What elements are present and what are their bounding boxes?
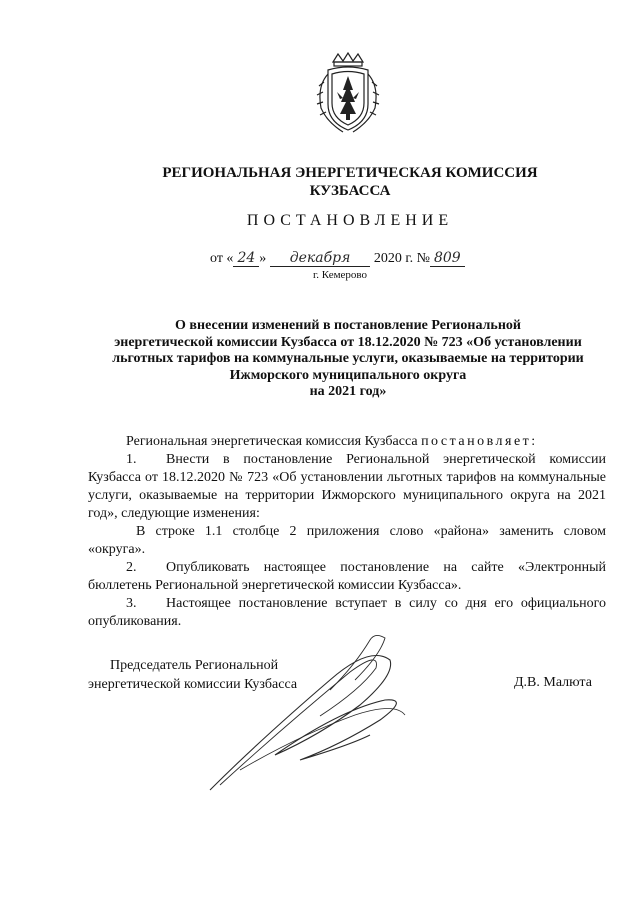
clause-3-text: Настоящее постановление вступает в силу со дня его официального опубликования. — [88, 596, 606, 629]
title-line-2: энергетической комиссии Кузбасса от 18.12.2020 № 723 «Об установлении — [114, 334, 582, 350]
clause-1-text: Внести в постановление Региональной энергетической комиссии Кузбасса от 18.12.2020 № 723 «Об установлении льготных тарифов на коммунальные услуги, оказываемые на территории Ижморского муниципального округа на 2021 год», следующие изменения: — [88, 452, 606, 521]
title-line-5: на 2021 год» — [309, 384, 387, 399]
clause-2-number: 2. — [126, 560, 137, 575]
date-line — [210, 250, 465, 267]
date-day: 24 — [233, 250, 259, 267]
position-line-1: Председатель Региональной — [110, 658, 279, 673]
position-line-2: энергетической комиссии Кузбасса — [88, 677, 298, 692]
clause-3-number: 3. — [126, 596, 137, 611]
authority-line-2: КУЗБАССА — [309, 183, 391, 199]
city: г. Кемерово — [313, 269, 368, 281]
signatory-name: Д.В. Малюта — [514, 675, 592, 690]
issuing-authority — [120, 164, 580, 200]
title-line-1: О внесении изменений в постановление Региональной — [175, 318, 521, 333]
clause-2 — [88, 559, 606, 595]
date-month: декабря — [270, 250, 371, 267]
kuzbass-coat-of-arms-emblem — [313, 52, 383, 136]
date-year: 2020 г. № — [373, 251, 430, 266]
date-prefix: от « — [210, 251, 234, 266]
clause-1-subitem: В строке 1.1 столбце 2 приложения слово «района» заменить словом «округа». — [88, 524, 606, 557]
document-title — [88, 318, 608, 401]
date-close: » — [259, 251, 267, 266]
authority-line-1: РЕГИОНАЛЬНАЯ ЭНЕРГЕТИЧЕСКАЯ КОМИССИЯ — [162, 165, 538, 181]
document-type: ПОСТАНОВЛЕНИЕ — [246, 212, 454, 229]
clause-2-text: Опубликовать настоящее постановление на сайте «Электронный бюллетень Региональной энергетической комиссии Кузбасса». — [88, 560, 606, 593]
clause-1-number: 1. — [126, 452, 137, 467]
clause-1 — [88, 451, 606, 523]
intro-text: Региональная энергетическая комиссия Кузбасса — [126, 434, 418, 449]
document-number: 809 — [430, 250, 465, 267]
intro-paragraph — [88, 433, 606, 451]
document-body — [88, 433, 606, 631]
title-line-4: Ижморского муниципального округа — [229, 367, 467, 383]
title-line-3: льготных тарифов на коммунальные услуги, оказываемые на территории — [112, 351, 584, 366]
handwritten-signature — [180, 620, 440, 820]
intro-decision-word: постановляет: — [421, 434, 538, 449]
